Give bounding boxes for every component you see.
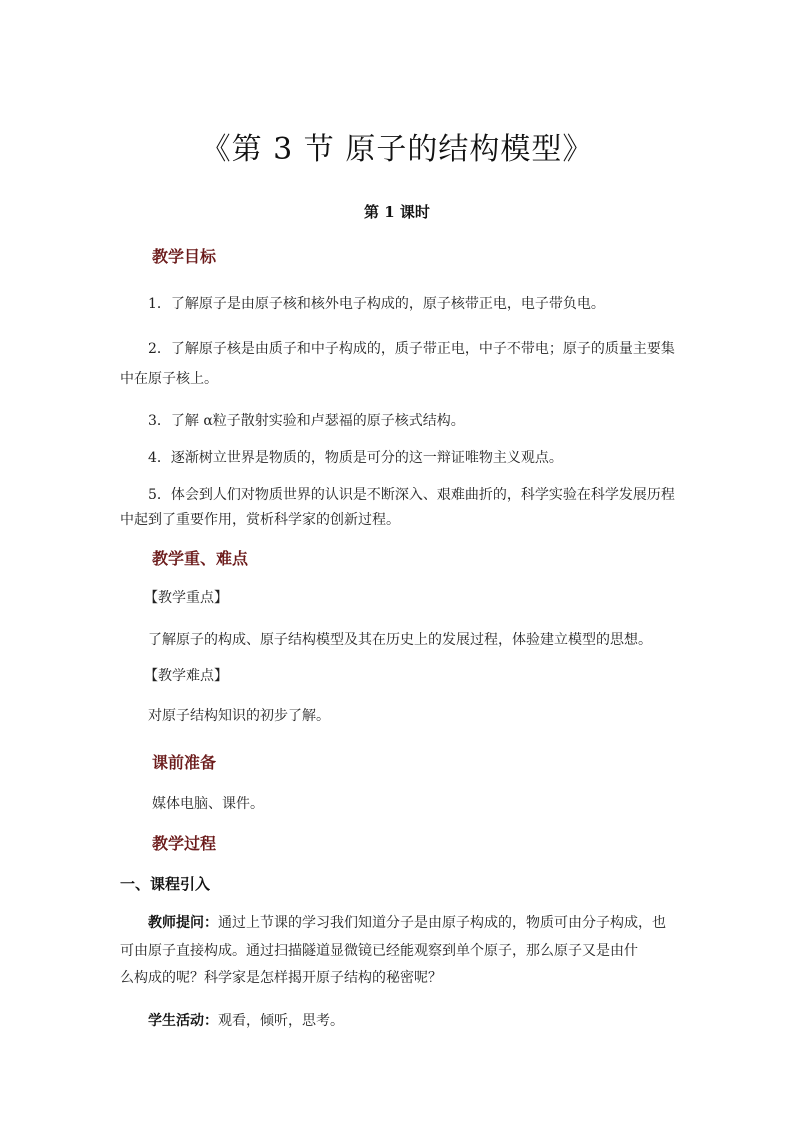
section-heading-process: 教学过程 <box>152 834 217 853</box>
objective-item-2-cont: 中在原子核上。 <box>120 371 218 387</box>
student-activity-label: 学生活动： <box>148 1013 218 1029</box>
objective-item-3: 3．了解 α粒子散射实验和卢瑟福的原子核式结构。 <box>148 413 465 429</box>
objective-item-2: 2．了解原子核是由质子和中子构成的，质子带正电，中子不带电；原子的质量主要集 <box>148 341 675 357</box>
section-heading-preparation: 课前准备 <box>152 753 217 772</box>
teacher-question-line-3: 么构成的呢？科学家是怎样揭开原子结构的秘密呢？ <box>120 970 442 986</box>
difficulty-text: 对原子结构知识的初步了解。 <box>148 708 330 724</box>
key-point-text: 了解原子的构成、原子结构模型及其在历史上的发展过程，体验建立模型的思想。 <box>148 632 652 648</box>
objective-item-1: 1．了解原子是由原子核和核外电子构成的，原子核带正电，电子带负电。 <box>148 296 605 312</box>
preparation-text: 媒体电脑、课件。 <box>152 796 264 812</box>
key-point-label: 【教学重点】 <box>144 590 228 606</box>
difficulty-label: 【教学难点】 <box>144 668 228 684</box>
objective-item-5: 5．体会到人们对物质世界的认识是不断深入、艰难曲折的，科学实验在科学发展历程 <box>148 487 675 503</box>
lesson-period: 第 1 课时 <box>364 203 430 221</box>
objective-item-4: 4．逐渐树立世界是物质的，物质是可分的这一辩证唯物主义观点。 <box>148 450 563 466</box>
teacher-question-text-1: 通过上节课的学习我们知道分子是由原子构成的，物质可由分子构成，也 <box>218 915 666 931</box>
student-activity <box>148 1013 344 1029</box>
teacher-question-line-1 <box>148 915 666 931</box>
objective-item-5-cont: 中起到了重要作用，赏析科学家的创新过程。 <box>120 512 400 528</box>
student-activity-text: 观看，倾听，思考。 <box>218 1013 344 1029</box>
teacher-question-label: 教师提问： <box>148 915 218 931</box>
part-title-intro: 一、课程引入 <box>120 875 211 893</box>
document-title: 《第 3 节 原子的结构模型》 <box>200 132 594 167</box>
section-heading-objectives: 教学目标 <box>152 247 217 266</box>
section-heading-key-points: 教学重、难点 <box>152 549 249 568</box>
teacher-question-line-2: 可由原子直接构成。通过扫描隧道显微镜已经能观察到单个原子，那么原子又是由什 <box>120 943 638 959</box>
